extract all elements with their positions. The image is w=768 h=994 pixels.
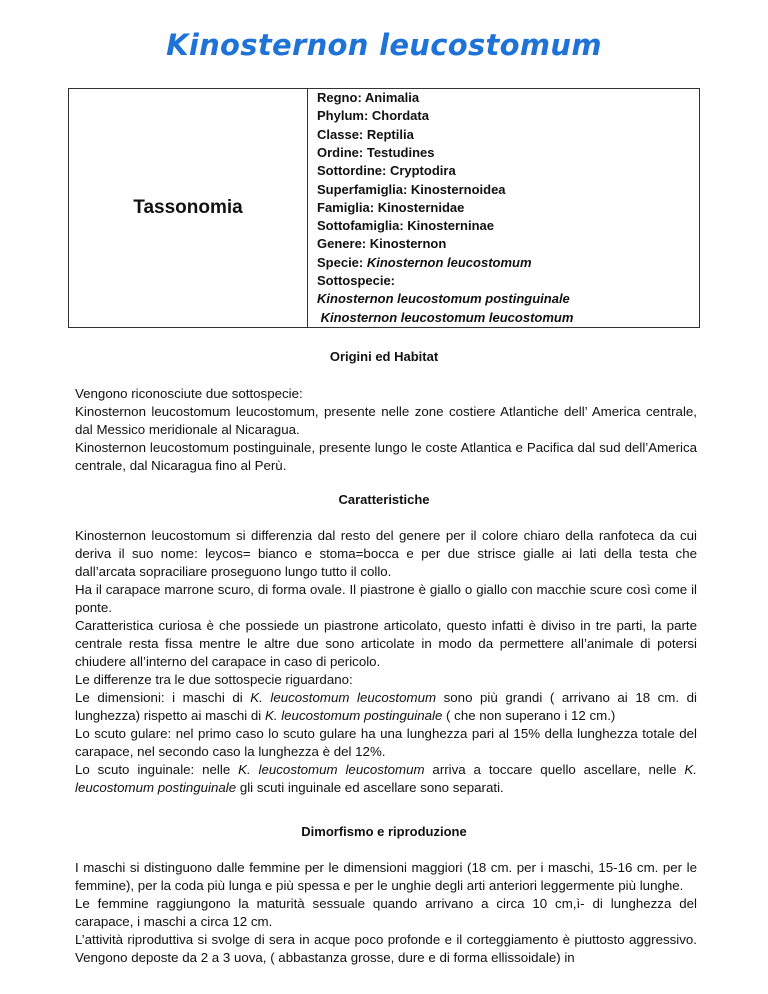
taxonomy-table	[68, 88, 700, 328]
paragraph: L’attività riproduttiva si svolge di sera in acque poco profonde e il corteggiamento è piuttosto aggressivo. Vengono deposte da 2 a 3 uova, ( abbastanza grosse, dure e di forma ellissoidale) in	[75, 932, 697, 965]
taxonomy-row	[317, 89, 699, 107]
text-run: gli scuti inguinale ed ascellare sono separati.	[236, 780, 504, 795]
subspecies-item: Kinosternon leucostomum leucostomum	[317, 309, 574, 325]
taxonomy-row	[317, 235, 699, 253]
text-run: Le dimensioni: i maschi di	[75, 690, 251, 705]
taxonomy-key: Classe:	[317, 126, 364, 142]
taxonomy-key: Specie:	[317, 254, 364, 270]
taxonomy-key: Genere:	[317, 236, 367, 252]
species-name: K. leucostomum postinguinale	[264, 708, 443, 723]
taxonomy-key: Sottospecie:	[317, 273, 396, 289]
origins-section	[75, 385, 697, 475]
taxonomy-value: Kinosterninae	[403, 218, 494, 234]
paragraph	[75, 689, 697, 725]
paragraph: Lo scuto gulare: nel primo caso lo scuto gulare ha una lunghezza pari al 15% della lunghezza totale del carapace, nel secondo caso la lunghezza è del 12%.	[75, 726, 697, 759]
taxonomy-row	[317, 126, 699, 144]
taxonomy-row	[317, 107, 699, 125]
text-run: Lo scuto inguinale: nelle	[75, 762, 239, 777]
taxonomy-value: Kinosternon leucostomum	[363, 254, 532, 270]
taxonomy-value: Animalia	[361, 90, 420, 106]
species-name: K. leucostomum leucostomum	[238, 762, 425, 777]
text-run: ( che non superano i 12 cm.)	[442, 708, 616, 723]
taxonomy-key: Ordine:	[317, 144, 364, 160]
paragraph: Vengono riconosciute due sottospecie:	[75, 386, 303, 401]
origins-heading: Origini ed Habitat	[329, 349, 439, 364]
taxonomy-value: Kinosternon	[366, 236, 447, 252]
taxonomy-key: Superfamiglia:	[317, 181, 408, 197]
paragraph: Kinosternon leucostomum postinguinale, presente lungo le coste Atlantica e Pacifica dal sud dell’America centrale, dal Nicaragua fino al Perù.	[75, 440, 697, 473]
paragraph: Kinosternon leucostomum leucostomum, presente nelle zone costiere Atlantiche dell’ America centrale, dal Messico meridionale al Nicaragua.	[75, 404, 697, 437]
taxonomy-list	[308, 89, 700, 328]
taxonomy-label: Tassonomia	[69, 89, 308, 328]
taxonomy-row	[317, 254, 699, 272]
taxonomy-value: Kinosternoidea	[407, 181, 506, 197]
dimorphism-heading: Dimorfismo e riproduzione	[301, 824, 467, 839]
taxonomy-key: Phylum:	[317, 108, 369, 124]
paragraph: Ha il carapace marrone scuro, di forma ovale. Il piastrone è giallo o giallo con macchie scure così come il ponte.	[75, 582, 697, 615]
paragraph: Le femmine raggiungono la maturità sessuale quando arrivano a circa 10 cm,ì- di lunghezza del carapace, i maschi a circa 12 cm.	[75, 896, 697, 929]
paragraph: I maschi si distinguono dalle femmine per le dimensioni maggiori (18 cm. per i maschi, 15-16 cm. per le femmine), per la coda più lunga e più spessa e per le unghie degli arti anteriori leggermente più lunghe.	[75, 860, 697, 893]
taxonomy-row	[317, 217, 699, 235]
taxonomy-key: Regno:	[317, 90, 362, 106]
taxonomy-row	[317, 272, 699, 290]
taxonomy-value: Reptilia	[363, 126, 414, 142]
taxonomy-key: Famiglia:	[317, 199, 375, 215]
features-heading: Caratteristiche	[338, 492, 430, 507]
paragraph: Caratteristica curiosa è che possiede un piastrone articolato, questo infatti è diviso in tre parti, la parte centrale resta fissa mentre le altre due sono articolate in modo da permettere all’animale di potersi chiudere all’interno del carapace in caso di pericolo.	[75, 618, 697, 669]
taxonomy-row	[317, 162, 699, 180]
taxonomy-value: Kinosternidae	[374, 199, 465, 215]
taxonomy-row	[317, 144, 699, 162]
features-section	[75, 527, 697, 797]
subspecies-item: Kinosternon leucostomum postinguinale	[317, 291, 570, 307]
taxonomy-row	[317, 181, 699, 199]
page-title: Kinosternon leucostomum	[166, 28, 602, 62]
taxonomy-key: Sottordine:	[317, 163, 387, 179]
taxonomy-value: Chordata	[368, 108, 429, 124]
paragraph: Kinosternon leucostomum si differenzia dal resto del genere per il colore chiaro della ranfoteca da cui deriva il suo nome: leycos= bianco e stoma=bocca e per due strisce gialle ai lati della testa che dall’arcata sopraciliare proseguono lungo tutto il collo.	[75, 528, 697, 579]
species-name: K. leucostomum postinguinale	[75, 762, 697, 795]
dimorphism-section	[75, 859, 697, 967]
taxonomy-value: Testudines	[363, 144, 435, 160]
taxonomy-row	[317, 199, 699, 217]
text-run: sono più grandi ( arrivano ai 18 cm. di lunghezza) rispetto ai maschi di	[75, 690, 697, 723]
species-name: K. leucostomum leucostomum	[250, 690, 437, 705]
taxonomy-value: Cryptodira	[386, 163, 456, 179]
taxonomy-key: Sottofamiglia:	[317, 218, 404, 234]
paragraph: Le differenze tra le due sottospecie riguardano:	[75, 672, 353, 687]
text-run: arriva a toccare quello ascellare, nelle	[424, 762, 685, 777]
paragraph	[75, 761, 697, 797]
